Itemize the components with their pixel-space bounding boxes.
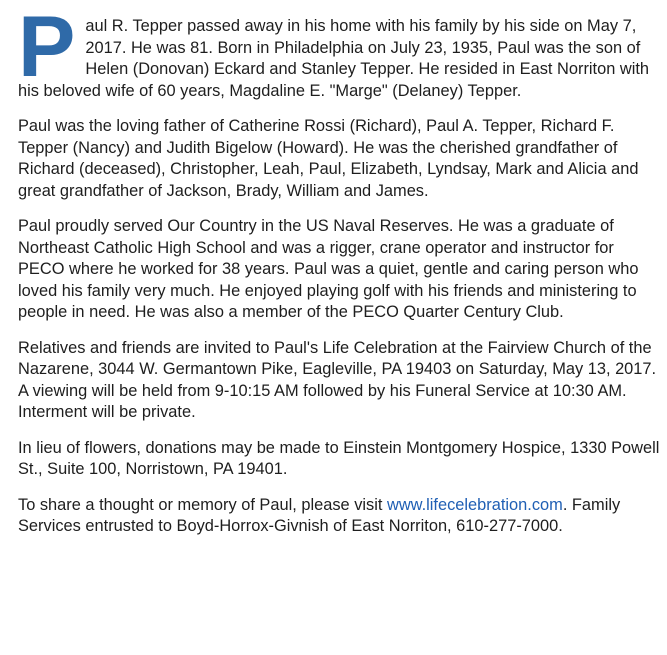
obituary-paragraph-career: Paul proudly served Our Country in the US Naval Reserves. He was a graduate of Northeast Catholic High School and was a rigger, crane operator and instructor for PECO where he worked for 38 years. Paul was a quiet, gentle and caring person who loved his family very much. He enjoyed playing golf with his friends and ministering to people in need. He was also a member of the PECO Quarter Century Club.	[18, 217, 639, 321]
obituary-paragraph-family: Paul was the loving father of Catherine Rossi (Richard), Paul A. Tepper, Richard F. Tepper (Nancy) and Judith Bigelow (Howard). He was the cherished grandfather of Richard (deceased), Christopher, Leah, Paul, Elizabeth, Lyndsay, Mark and Alicia and great grandfather of Jackson, Brady, William and James.	[18, 117, 639, 200]
obituary-text	[18, 0, 663, 552]
obituary-paragraph-memories	[18, 495, 663, 538]
lifecelebration-link[interactable]: www.lifecelebration.com	[386, 495, 563, 514]
memories-text-before: To share a thought or memory of Paul, please visit	[18, 495, 387, 514]
intro-text: aul R. Tepper passed away in his home with his family by his side on May 7, 2017. He was 81. Born in Philadelphia on July 23, 1935, Paul was the son of Helen (Donovan) Eckard and Stanley Tepper. He resided in East Norriton with his beloved wife of 60 years, Magdaline E. "Marge" (Delaney) Tepper.	[18, 17, 650, 100]
obituary-paragraph-services: Relatives and friends are invited to Paul's Life Celebration at the Fairview Church of the Nazarene, 3044 W. Germantown Pike, Eagleville, PA 19403 on Saturday, May 13, 2017. A viewing will be held from 9-10:15 AM followed by his Funeral Service at 10:30 AM. Interment will be private.	[18, 338, 657, 421]
obituary-paragraph-intro	[18, 0, 663, 102]
drop-cap-letter: P	[18, 0, 76, 95]
memories-text-after: . Family Services entrusted to Boyd-Horrox-Givnish of East Norriton, 610-277-7000.	[18, 495, 621, 535]
obituary-paragraph-donations: In lieu of flowers, donations may be made to Einstein Montgomery Hospice, 1330 Powell St., Suite 100, Norristown, PA 19401.	[18, 438, 660, 478]
